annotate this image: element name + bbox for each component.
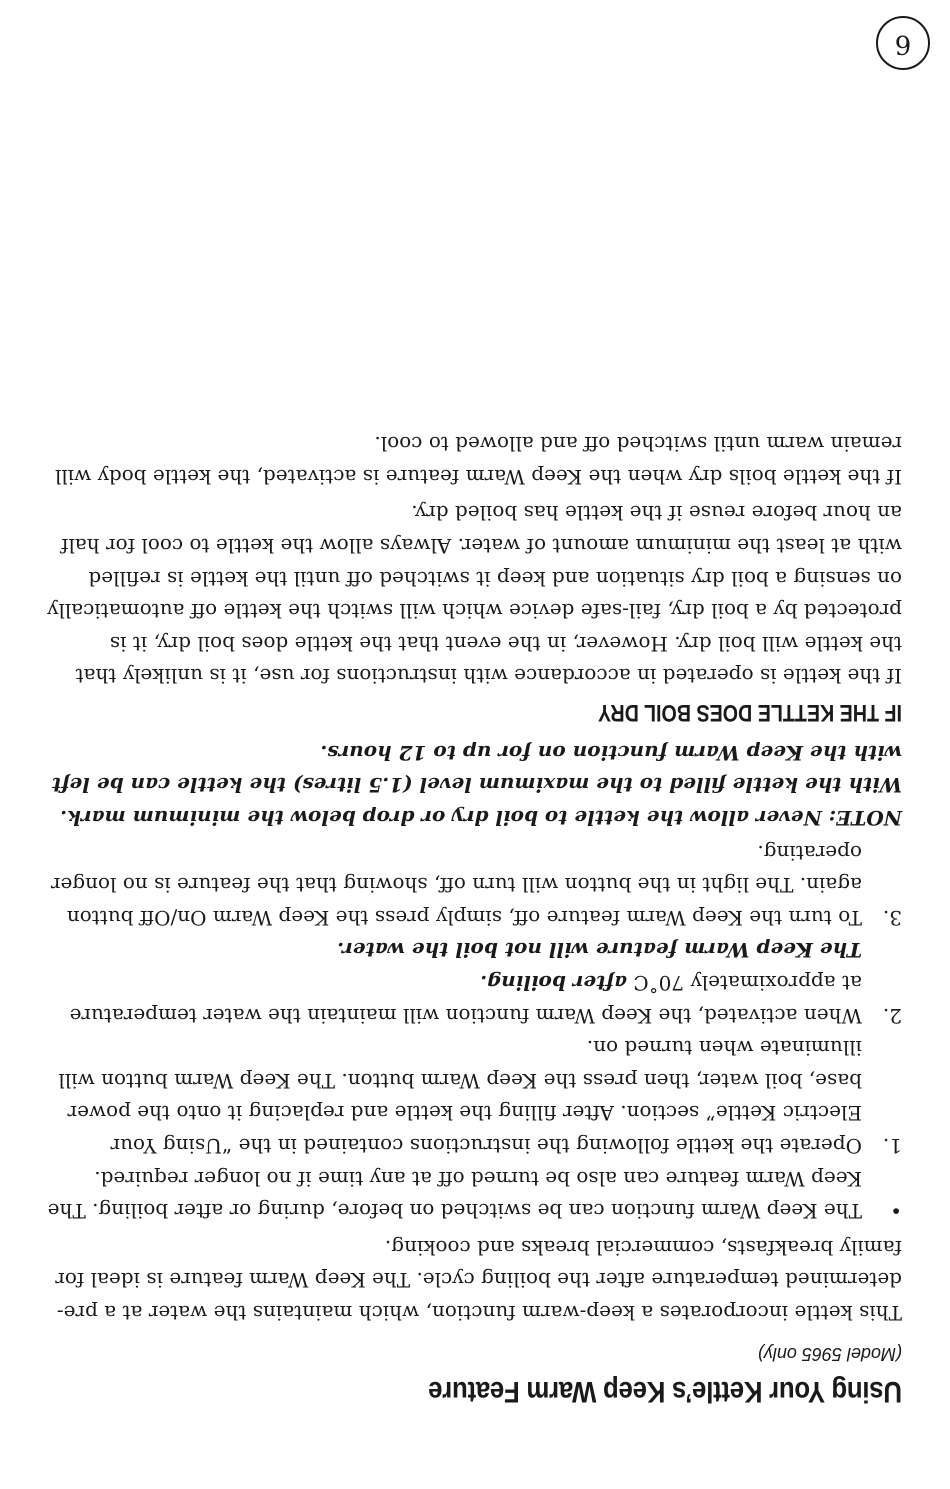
step-item — [46, 934, 902, 1032]
step-body — [46, 934, 862, 1032]
step-warning: The Keep Warm feature will not boil the water. — [337, 938, 862, 963]
step-item — [46, 1032, 902, 1162]
page-title: Using Your Kettle’s Keep Warm Feature — [428, 1375, 902, 1408]
step-number: 1. — [882, 1134, 902, 1159]
step-item — [46, 836, 902, 934]
bullet-text: The Keep Warm function can be switched on before, during or after boiling. The Keep Warm feature can also be turned off at any time if no longer required. — [47, 1166, 862, 1224]
intro-paragraph: This kettle incorporates a keep-warm function, which maintains the water at a pre-determined temperature after the boiling cycle. The Keep Warm feature is ideal for family breakfasts, commercial breaks and cooking. — [55, 1235, 902, 1325]
step-text: When activated, the Keep Warm function will maintain the water temperature at approximately 70˚C — [69, 971, 862, 1028]
step-text: To turn the Keep Warm feature off, simply press the Keep Warm On/Off button again. The light in the button will turn off, showing that the feature is no longer operating. — [50, 840, 862, 930]
step-number: 3. — [882, 905, 902, 930]
note-paragraph: NOTE: Never allow the kettle to boil dry or drop below the minimum mark. With the kettle filled to the maximum level (1.5 litres) the kettle can be left with the Keep Warm function on for up to 12 hours. — [51, 740, 902, 831]
page-content — [46, 424, 902, 1411]
bullet-item — [46, 1162, 902, 1227]
bullet-icon: • — [890, 1199, 902, 1224]
boil-dry-paragraph: If the kettle is operated in accordance with instructions for use, it is unlikely that the kettle will boil dry. However, in the event that the kettle does boil dry, it is protected by a boil dry, fail-safe device which will switch the kettle off automatically on sensing a boil dry situation and keep it switched off until the kettle is refilled with at least the minimum amount of water. Always allow the kettle to cool for half an hour before reuse if the kettle has boiled dry. — [47, 501, 902, 689]
boil-dry-warm-paragraph: If the kettle boils dry when the Keep Warm feature is activated, the kettle body will remain warm until switched off and allowed to cool. — [54, 432, 902, 489]
model-note: (Model 5965 only) — [757, 1344, 902, 1364]
steps-list — [46, 836, 902, 1162]
step-number: 2. — [882, 1003, 902, 1028]
section-heading: IF THE KETTLE DOES BOIL DRY — [598, 699, 902, 727]
page-number-badge: 6 — [876, 16, 930, 70]
step-text: Operate the kettle following the instructions contained in the “Using Your Electric Kettle” section. After filling the kettle and replacing it onto the power base, boil water, then press the Keep Warm button. The Keep Warm button will illuminate when turned on. — [58, 1036, 862, 1159]
step-emphasis: after boiling. — [480, 971, 627, 996]
